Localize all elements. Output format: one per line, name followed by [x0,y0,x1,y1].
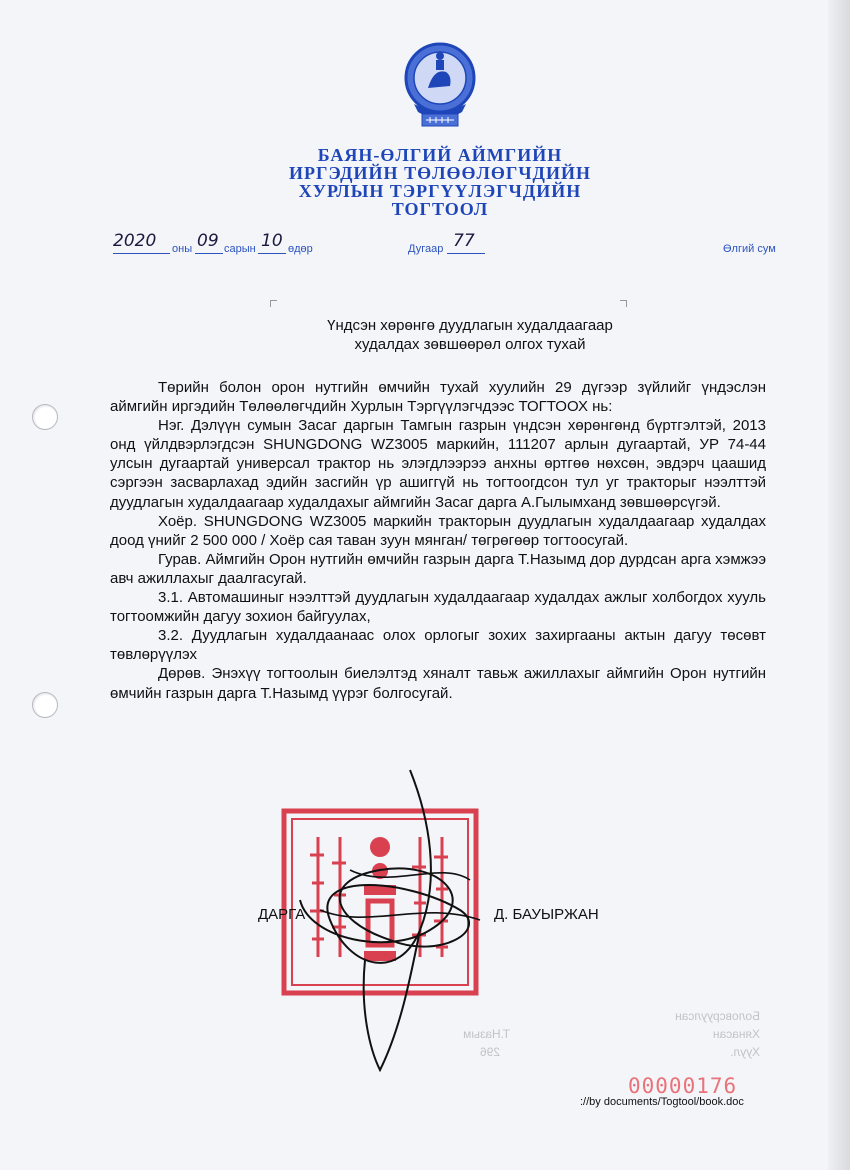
document-title [270,316,670,354]
year-underline [113,253,170,254]
ghost-text-5: 296 [479,1045,500,1059]
day-underline [258,253,286,254]
page-edge [828,0,850,1170]
clause-four: Дөрөв. Энэхүү тогтоолын биелэлтэд хяналт тавьж ажиллахыг аймгийн Орон нутгийн өмчийн газрын дарга Т.Назымд үүрэг болгосугай. [110,665,766,702]
ghost-text-3: Хуул. [730,1045,760,1059]
month-underline [195,253,223,254]
ghost-text-4: Т.Назым [463,1027,510,1041]
file-path: ://by documents/Togtool/book.doc [580,1096,744,1108]
org-line-3: ХУРЛЫН ТЭРГҮҮЛЭГЧДИЙН [298,181,582,201]
org-line-2: ИРГЭДИЙН ТӨЛӨӨЛӨГЧДИЙН [289,163,591,183]
org-line-4: ТОГТООЛ [391,199,489,219]
preamble-paragraph: Төрийн болон орон нутгийн өмчийн тухай хуулийн 29 дүгээр зүйлийг үндэслэн аймгийн иргэдийн Төлөөлөгчдийн Хурлын Тэргүүлэгчдээс ТОГТООХ нь: [110,379,766,416]
date-month: 09 [197,231,219,251]
issuing-authority [240,146,640,218]
document-body [110,378,766,703]
clause-three-two: 3.2. Дуудлагын худалдаанаас олох орлогыг зохих захиргааны актын дагуу төсөвт төвлөрүүлэх [110,627,766,664]
date-year: 2020 [113,231,157,251]
punch-hole-bottom [32,692,58,718]
title-line-1: Үндсэн хөрөнгө дуудлагын худалдаагаар [327,317,613,334]
punch-hole-top [32,404,58,430]
date-number-row [0,231,850,259]
date-day: 10 [261,231,283,251]
state-emblem-icon [400,38,480,132]
serial-number: 00000176 [628,1074,738,1098]
location: Өлгий сум [723,243,776,255]
number-label: Дугаар [408,243,444,255]
signatory-name: Д. БАУЫРЖАН [494,906,599,923]
title-corner-right [620,300,627,307]
title-line-2: худалдах зөвшөөрөл олгох тухай [354,336,586,353]
day-label: өдөр [288,243,313,255]
title-corner-left [270,300,277,307]
ghost-text-1: Боловсруулсан [675,1009,760,1023]
clause-three: Гурав. Аймгийн Орон нутгийн өмчийн газрын дарга Т.Назымд дор дурдсан арга хэмжээ авч ажиллахыг даалгасугай. [110,550,766,587]
org-line-1: БАЯН-ӨЛГИЙ АЙМГИЙН [317,145,563,165]
clause-one: Нэг. Дэлүүн сумын Засаг даргын Тамгын газрын үндсэн хөрөнгөнд бүртгэлтэй, 2013 онд үйлдвэрлэгдсэн SHUNGDONG WZ3005 маркийн, 111207 арлын дугаартай, УР 74-44 улсын дугаартай универсал трактор нь элэгдлээрээ анхны өртгөө нөхсөн, эвдэрч цаашид сэргээн засварлахад эдийн засгийн үр ашиггүй нь тогтоогдсон тул уг тракторыг нээлттэй дуудлагын худалдаагаар худалдахыг аймгийн Засаг дарга А.Гылымханд зөвшөөрсүгэй. [110,417,766,511]
clause-two: Хоёр. SHUNGDONG WZ3005 маркийн тракторын дуудлагын худалдаагаар худалдах доод үнийг 2 500 000 / Хоёр сая таван зуун мянган/ төгрөгөөр тогтоосугай. [110,512,766,549]
reverse-side-bleedthrough [380,1000,780,1080]
year-label: оны [172,243,193,255]
ghost-text-2: Хянасан [712,1027,760,1041]
document-number: 77 [453,231,475,251]
signatory-position: ДАРГА [258,906,306,923]
number-underline [447,253,485,254]
month-label: сарын [224,243,256,255]
clause-three-one: 3.1. Автомашиныг нээлттэй дуудлагын худалдаагаар худалдах ажлыг холбогдох хууль тогтоомжийн дагуу зохион байгуулах, [110,589,766,626]
